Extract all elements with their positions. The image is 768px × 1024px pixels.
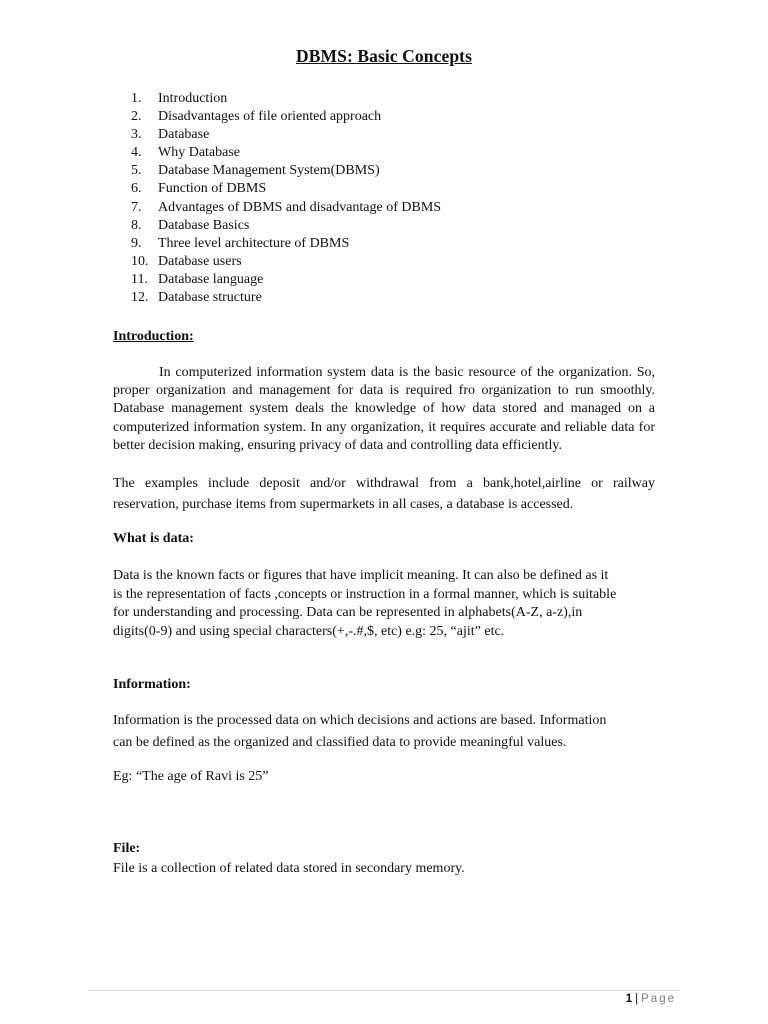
toc-item-label: Database structure — [158, 290, 262, 306]
toc-item — [131, 162, 441, 180]
toc-item-label: Database Management System(DBMS) — [158, 163, 380, 179]
toc-item-label: Advantages of DBMS and disadvantage of DBMS — [158, 199, 442, 215]
page-label: Page — [641, 993, 676, 1005]
what-is-data-paragraph — [113, 567, 655, 641]
toc-item-label: Database — [158, 127, 210, 143]
footer-separator: | — [635, 993, 639, 1005]
toc-item — [131, 199, 441, 217]
data-line: Data is the known facts or figures that have implicit meaning. It can also be defined as it — [113, 568, 609, 583]
introduction-paragraph: In computerized information system data is the basic resource of the organization. So, proper organization and management for data is required fro organization to run smoothly. Database management system deals the knowledge of how data stored and managed on a computerized information system. In any organization, it requires accurate and reliable data for better decision making, ensuring privacy of data and controlling data efficiently. — [113, 365, 655, 453]
toc-item-label: Database language — [158, 271, 264, 287]
toc-item-number: 12. — [131, 290, 149, 306]
what-is-data-heading: What is data: — [113, 531, 194, 546]
toc-item-label: Function of DBMS — [158, 181, 267, 197]
toc-item-number: 2. — [131, 109, 142, 125]
examples-line-1: The examples include deposit and/or withdrawal from a bank,hotel,airline or railway — [113, 476, 655, 491]
footer-divider — [88, 990, 680, 991]
information-line-2: can be defined as the organized and classified data to provide meaningful values. — [113, 735, 567, 751]
toc-item — [131, 126, 441, 144]
information-line-1: Information is the processed data on which decisions and actions are based. Information — [113, 713, 607, 728]
toc-item — [131, 217, 441, 235]
toc-item — [131, 235, 441, 253]
toc-item-number: 1. — [131, 91, 142, 106]
toc-item-number: 6. — [131, 181, 142, 197]
information-paragraph — [113, 712, 655, 752]
toc-item — [131, 180, 441, 198]
examples-line-2: reservation, purchase items from supermarkets in all cases, a database is accessed. — [113, 497, 574, 513]
data-line: is the representation of facts ,concepts or instruction in a formal manner, which is suitable — [113, 586, 617, 602]
data-line: digits(0-9) and using special characters(+,-.#,$, etc) e.g: 25, “ajit” etc. — [113, 623, 505, 639]
toc-item-label: Database Basics — [158, 217, 250, 233]
toc-item-label: Why Database — [158, 145, 241, 161]
toc-item — [131, 271, 441, 289]
table-of-contents — [131, 90, 441, 307]
toc-item-number: 7. — [131, 199, 142, 215]
toc-item-number: 5. — [131, 163, 142, 179]
information-example: Eg: “The age of Ravi is 25” — [113, 769, 269, 784]
page-footer — [626, 993, 676, 1005]
toc-item-label: Database users — [158, 253, 242, 269]
toc-item — [131, 253, 441, 271]
data-line: for understanding and processing. Data can be represented in alphabets(A-Z, a-z),in — [113, 605, 583, 620]
toc-item-number: 10. — [131, 253, 149, 269]
toc-item-label: Three level architecture of DBMS — [158, 235, 350, 251]
introduction-heading: Introduction: — [113, 329, 194, 344]
toc-item — [131, 108, 441, 126]
page-number: 1 — [625, 993, 633, 1005]
toc-item-number: 4. — [131, 145, 142, 161]
file-text: File is a collection of related data stored in secondary memory. — [113, 861, 465, 876]
toc-item-number: 11. — [131, 271, 148, 287]
toc-item-number: 3. — [131, 127, 142, 143]
document-title: DBMS: Basic Concepts — [295, 46, 473, 66]
toc-item — [131, 144, 441, 162]
toc-item — [131, 289, 441, 307]
toc-item-number: 8. — [131, 217, 142, 233]
toc-item-label: Introduction — [158, 91, 228, 106]
toc-item-label: Disadvantages of file oriented approach — [158, 109, 382, 125]
toc-item-number: 9. — [131, 235, 142, 251]
toc-item — [131, 90, 441, 108]
file-heading: File: — [113, 841, 141, 856]
information-heading: Information: — [113, 677, 191, 692]
introduction-examples — [113, 475, 655, 514]
